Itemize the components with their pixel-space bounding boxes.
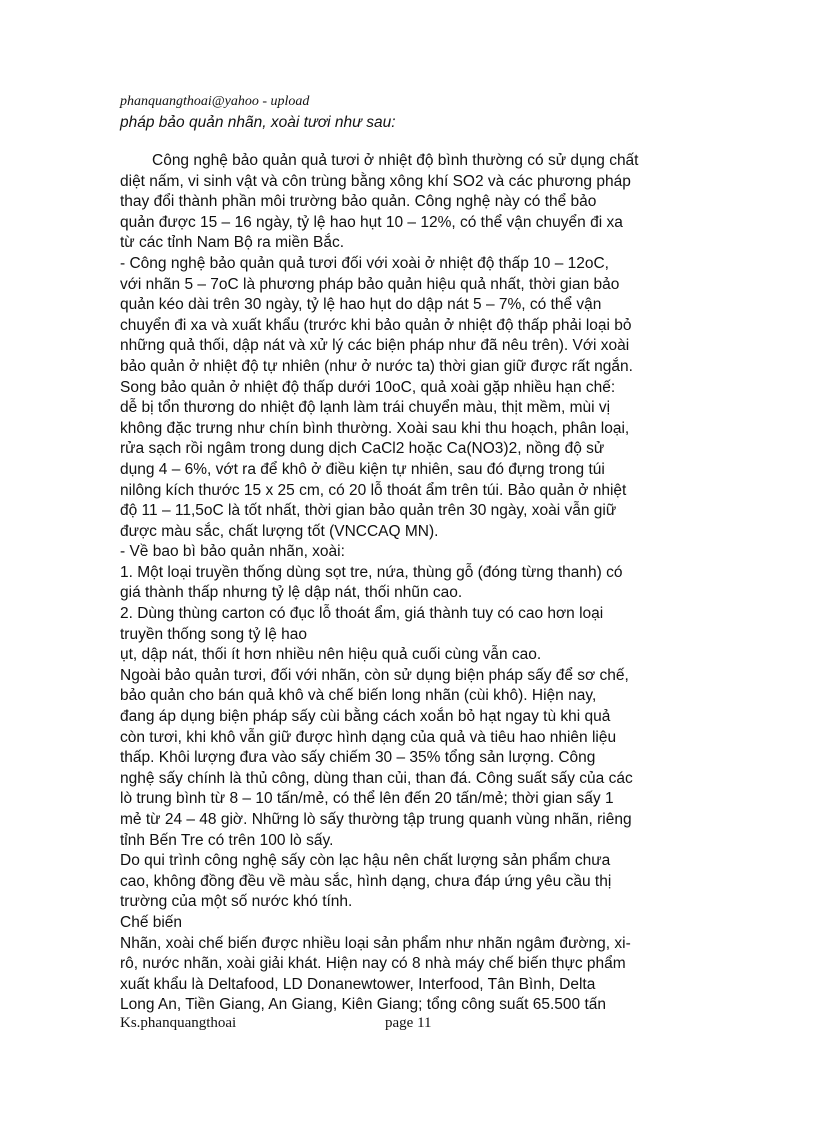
- text-line: tỉnh Bến Tre có trên 100 lò sấy.: [120, 831, 334, 849]
- text-line: nilông kích thước 15 x 25 cm, có 20 lỗ thoát ẩm trên túi. Bảo quản ở nhiệt: [120, 481, 627, 499]
- text-line: truyền thống song tỷ lệ hao: [120, 625, 307, 643]
- text-line: những quả thối, dập nát và xử lý các biện pháp như đã nêu trên). Với xoài: [120, 337, 630, 355]
- text-line: Long An, Tiền Giang, An Giang, Kiên Giang; tổng công suất 65.500 tấn: [120, 996, 607, 1014]
- text-line: với nhãn 5 – 7oC là phương pháp bảo quản hiệu quả nhất, thời gian bảo: [120, 275, 620, 293]
- text-line: rô, nước nhãn, xoài giải khát. Hiện nay có 8 nhà máy chế biến thực phẩm: [120, 955, 626, 973]
- text-line: mẻ từ 24 – 48 giờ. Những lò sấy thường tập trung quanh vùng nhãn, riêng: [120, 811, 632, 828]
- text-line: - Công nghệ bảo quản quả tươi đối với xoài ở nhiệt độ thấp 10 – 12oC,: [120, 254, 609, 272]
- text-line: trường của một số nước khó tính.: [120, 893, 353, 911]
- upload-header: phanquangthoai@yahoo - upload: [120, 94, 310, 109]
- text-line: dễ bị tổn thương do nhiệt độ lạnh làm trái chuyển màu, thịt mềm, mùi vị: [120, 399, 611, 417]
- footer-author: Ks.phanquangthoai: [120, 1015, 237, 1031]
- text-line: Ngoài bảo quản tươi, đối với nhãn, còn sử dụng biện pháp sấy để sơ chế,: [120, 666, 629, 684]
- text-line: cao, không đồng đều về màu sắc, hình dạng, chưa đáp ứng yêu cầu thị: [120, 872, 612, 890]
- text-line: thay đổi thành phần môi trường bảo quản. Công nghệ này có thể bảo: [120, 193, 597, 211]
- text-line: Do qui trình công nghệ sấy còn lạc hậu nên chất lượng sản phẩm chưa: [120, 852, 611, 870]
- page-number: page 11: [385, 1015, 432, 1031]
- text-line: - Về bao bì bảo quản nhãn, xoài:: [120, 543, 345, 561]
- text-line: không đặc trưng như chín bình thường. Xoài sau khi thu hoạch, phân loại,: [120, 419, 630, 437]
- text-line: được màu sắc, chất lượng tốt (VNCCAQ MN).: [120, 522, 439, 540]
- text-line: quản kéo dài trên 30 ngày, tỷ lệ hao hụt do dập nát 5 – 7%, có thể vận: [120, 296, 602, 314]
- text-line: từ các tỉnh Nam Bộ ra miền Bắc.: [120, 234, 345, 252]
- text-line: đang áp dụng biện pháp sấy cùi bằng cách xoắn bỏ hạt ngay tù khi quả: [120, 708, 611, 726]
- text-line: 2. Dùng thùng carton có đục lỗ thoát ẩm, giá thành tuy có cao hơn loại: [120, 605, 604, 623]
- text-line: thấp. Khôi lượng đưa vào sấy chiếm 30 – 35% tổng sản lượng. Công: [120, 749, 596, 767]
- text-line: Nhãn, xoài chế biến được nhiều loại sản phẩm như nhãn ngâm đường, xi-: [120, 934, 631, 952]
- text-line: lò trung bình từ 8 – 10 tấn/mẻ, có thể lên đến 20 tấn/mẻ; thời gian sấy 1: [120, 790, 614, 808]
- section-heading: Chế biến: [120, 913, 183, 931]
- text-line: Song bảo quản ở nhiệt độ thấp dưới 10oC, quả xoài gặp nhiều hạn chế:: [120, 378, 616, 396]
- text-line: độ 11 – 11,5oC là tốt nhất, thời gian bảo quản trên 30 ngày, xoài vẫn giữ: [120, 502, 617, 520]
- body-text: [120, 151, 710, 1016]
- text-line: Công nghệ bảo quản quả tươi ở nhiệt độ bình thường có sử dụng chất: [152, 152, 639, 169]
- text-line: bảo quản cho bán quả khô và chế biến long nhãn (cùi khô). Hiện nay,: [120, 687, 597, 705]
- text-line: quản được 15 – 16 ngày, tỷ lệ hao hụt 10 – 12%, có thể vận chuyển đi xa: [120, 213, 623, 231]
- text-line: rửa sạch rồi ngâm trong dung dịch CaCl2 hoặc Ca(NO3)2, nồng độ sử: [120, 440, 605, 458]
- text-line: ụt, dập nát, thối ít hơn nhiều nên hiệu quả cuối cùng vẫn cao.: [120, 646, 542, 664]
- text-line: nghệ sấy chính là thủ công, dùng than củi, than đá. Công suất sấy của các: [120, 769, 633, 787]
- text-line: xuất khẩu là Deltafood, LD Donanewtower, Interfood, Tân Bình, Delta: [120, 975, 596, 993]
- text-line: 1. Một loại truyền thống dùng sọt tre, nứa, thùng gỗ (đóng từng thanh) có: [120, 563, 623, 581]
- text-line: chuyển đi xa và xuất khẩu (trước khi bảo quản ở nhiệt độ thấp phải loại bỏ: [120, 316, 632, 334]
- lead-sentence: pháp bảo quản nhãn, xoài tươi như sau:: [120, 114, 396, 131]
- text-line: giá thành thấp nhưng tỷ lệ dập nát, thối nhũn cao.: [120, 584, 463, 602]
- text-line: dụng 4 – 6%, vớt ra để khô ở điều kiện tự nhiên, sau đó đựng trong túi: [120, 460, 605, 478]
- text-line: còn tươi, khi khô vẫn giữ được hình dạng của quả và tiêu hao nhiên liệu: [120, 728, 617, 746]
- text-line: diệt nấm, vi sinh vật và côn trùng bằng xông khí SO2 và các phương pháp: [120, 172, 631, 190]
- text-line: bảo quản ở nhiệt độ tự nhiên (như ở nước ta) thời gian giữ được rất ngắn.: [120, 357, 633, 375]
